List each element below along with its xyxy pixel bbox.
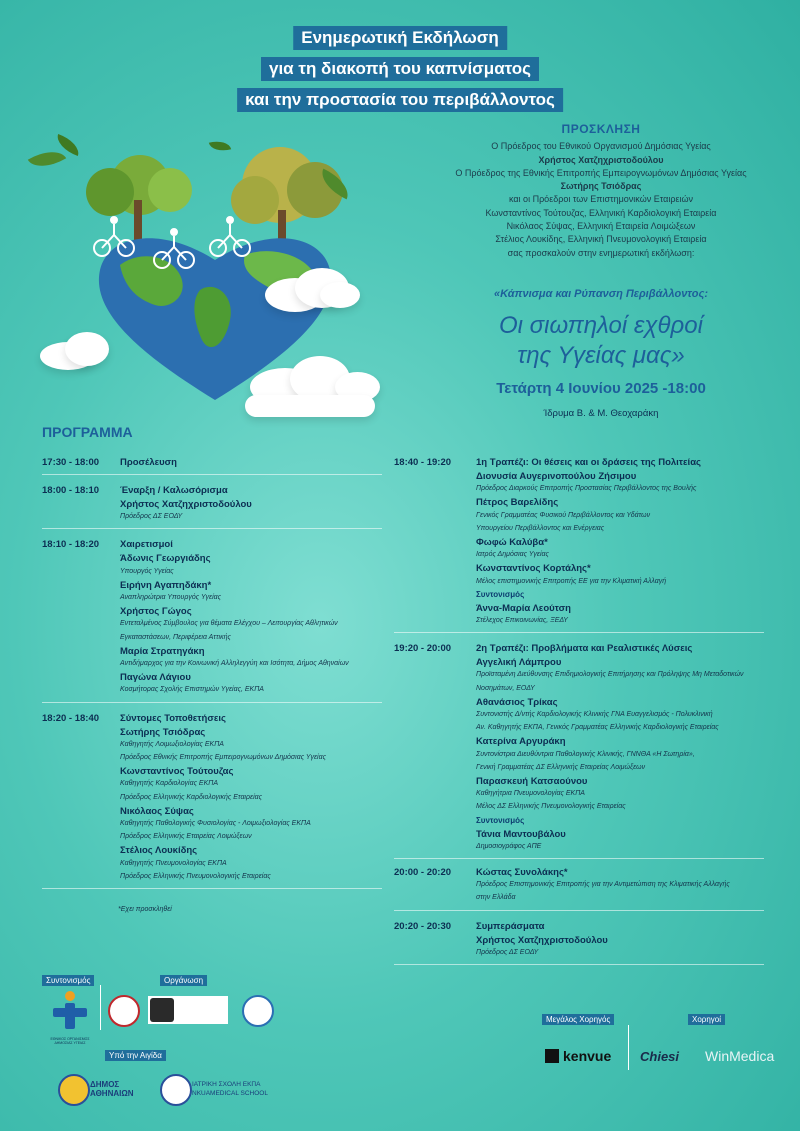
dimos-athinaion-logo [58,1074,90,1106]
speaker-role: Εγκαταστάσεων, Περιφέρεια Αττικής [120,633,231,641]
event-venue: Ίδρυμα Β. & Μ. Θεοχαράκη [543,408,659,419]
auspices-label: Υπό την Αιγίδα [105,1050,166,1061]
program-separator [394,964,764,965]
speaker-role: Πρόεδρος Ελληνικής Καρδιολογικής Εταιρείας [120,793,263,801]
infection-society-logo [148,996,228,1024]
speaker-role: Προϊσταμένη Διεύθυνσης Επιδημιολογικής Επιτήρησης και Πρόληψης Μη Μεταδοτικών [476,671,744,679]
speaker-role: Συντονίστρια Διευθύντρια Παθολογικής Κλινικής, ΓΝΝΘΑ «Η Σωτηρία», [476,750,695,758]
speaker-role: στην Ελλάδα [476,894,516,902]
invitation-name: Χρήστος Χατζηχριστοδούλου [538,154,664,165]
program-separator [42,474,382,475]
speaker-name: Παγώνα Λάγιου [120,672,191,684]
speaker-name: Αγγελική Λάμπρου [476,657,562,669]
invitation-line: Ο Πρόεδρος της Εθνικής Επιτροπής Εμπειρογνωμόνων Δημόσιας Υγείας [455,167,747,178]
program-time: 19:20 - 20:00 [394,643,452,655]
session-title: Σύντομες Τοποθετήσεις [120,712,226,724]
speaker-name: Κωνσταντίνος Κορτάλης* [476,563,591,575]
speaker-role: Συντονιστής Δ/ντής Καρδιολογικής Κλινικής ΓΝΑ Ευαγγελισμός - Πολυκλινική [476,711,713,718]
session-title: Συμπεράσματα [476,920,545,932]
header-line-3: και την προστασία του περιβάλλοντος [237,88,563,112]
event-title-2: της Υγείας μας» [517,342,685,369]
session-title: Έναρξη / Καλωσόρισμα [120,485,228,496]
invitation-line: Ο Πρόεδρος του Εθνικού Οργανισμού Δημόσιας Υγείας [491,141,711,152]
invitation-line: Κωνσταντίνος Τούτουζας, Ελληνική Καρδιολογική Εταιρεία [485,207,717,218]
speaker-role: Καθηγητής Παθολογικής Φυσιολογίας - Λοιμωξιολογίας ΕΚΠΑ [120,820,311,827]
speaker-name: Μαρία Στρατηγάκη [120,645,205,657]
speaker-role: Αντιδήμαρχος για την Κοινωνική Αλληλεγγύη και Ισότητα, Δήμος Αθηναίων [120,660,349,667]
invitation-line: σας προσκαλούν στην ενημερωτική εκδήλωση: [507,247,695,258]
speaker-role: Εντεταλμένος Σύμβουλος για θέματα Ελέγχου – Λειτουργίας Αθλητικών [120,620,338,628]
dimos-athinaion-text: ΔΗΜΟΣ ΑΘΗΝΑΙΩΝ [90,1080,134,1098]
program-time: 18:20 - 18:40 [42,712,100,724]
speaker-name: Αθανάσιος Τρίκας [476,696,558,708]
program-time: 18:00 - 18:10 [42,485,100,496]
speaker-role: Καθηγήτρια Πνευμονολογίας ΕΚΠΑ [476,790,585,798]
speaker-name: Νικόλαος Σύψας [120,805,194,817]
speaker-name: Κωνσταντίνος Τούτουζας [120,766,234,778]
speaker-name: Παρασκευή Κατσαούνου [476,776,588,787]
speaker-role: Δημοσιογράφος ΑΠΕ [476,842,542,850]
kenvue-logo: kenvue [545,1048,611,1064]
speaker-role: Καθηγητής Λοιμωξιολογίας ΕΚΠΑ [120,740,224,748]
speaker-name: Κατερίνα Αργυράκη [476,736,566,748]
speaker-role: Μέλος επιστημονικής Επιτροπής ΕΕ για την Κλιματική Αλλαγή [476,577,667,585]
speaker-role: Καθηγητής Πνευμονολογίας ΕΚΠΑ [120,859,227,867]
invitation-name: Σωτήρης Τσιόδρας [560,181,642,192]
program-separator [394,858,764,859]
event-subtitle: «Κάπνισμα και Ρύπανση Περιβάλλοντος: [493,288,709,300]
speaker-role: Αν. Καθηγητής ΕΚΠΑ, Γενικός Γραμματέας Ελληνικής Καρδιολογικής Εταιρείας [476,724,719,732]
medical-school-text: ΙΑΤΡΙΚΗ ΣΧΟΛΗ ΕΚΠΑ NKUAMEDICAL SCHOOL [192,1081,268,1097]
session-title: 1η Τραπέζι: Οι θέσεις και οι δράσεις της Πολιτείας [476,457,701,468]
speaker-name: Στέλιος Λουκίδης [120,845,198,857]
speaker-role: Υπουργός Υγείας [120,567,174,575]
sponsor-divider [628,1025,629,1070]
program-separator [42,888,382,889]
pneumonology-society-logo [242,995,274,1027]
program-time: 17:30 - 18:00 [42,457,100,468]
speaker-name: Κώστας Συνολάκης* [476,867,568,878]
invitation-block [402,123,800,260]
speaker-role: Μέλος ΔΣ Ελληνικής Πνευμονολογικής Εταιρείας [476,803,626,811]
program-separator [42,528,382,529]
invitation-line: και οι Πρόεδροι των Επιστημονικών Εταιρειών [508,194,694,205]
speaker-role: Πρόεδρος Διαρκούς Επιτροπής Προστασίας Περιβάλλοντος της Βουλής [476,485,697,493]
speaker-role: Πρόεδρος Επιστημονικής Επιτροπής για την Αντιμετώπιση της Κλιματικής Αλλαγής [476,881,730,889]
speaker-name: Τάνια Μαντουβάλου [476,828,566,840]
speaker-role: Ιατρός Δημόσιας Υγείας [476,551,549,559]
program-separator [42,702,382,703]
invitation-line: Νικόλαος Σύψας, Ελληνική Εταιρεία Λοιμώξεων [506,221,696,232]
speaker-name: Χρήστος Χατζηχριστοδούλου [476,934,608,946]
speaker-name: Διονυσία Αυγερινοπούλου Ζήσιμου [476,471,637,482]
program-time: 18:10 - 18:20 [42,539,100,551]
sponsors-label: Χορηγοί [688,1014,725,1025]
speaker-role: Κοσμήτορας Σχολής Επιστημών Υγείας, ΕΚΠΑ [120,686,264,694]
header-line-2: για τη διακοπή του καπνίσματος [261,57,539,81]
speaker-role: Πρόεδρος Ελληνικής Πνευμονολογικής Εταιρείας [120,872,271,880]
speaker-role: Πρόεδρος ΔΣ ΕΟΔΥ [120,513,183,521]
speaker-role: Πρόεδρος Ελληνικής Εταιρείας Λοιμώξεων [120,833,252,841]
session-title: Χαιρετισμοί [120,539,173,551]
program-heading: ΠΡΟΓΡΑΜΜΑ [42,424,133,440]
speaker-name: Χρήστος Γώγος [120,606,192,618]
speaker-role: Υπουργείου Περιβάλλοντος και Ενέργειας [476,524,605,532]
moderator-label: Συντονισμός [476,815,525,825]
speaker-role: Αναπληρώτρια Υπουργός Υγείας [120,594,222,601]
speaker-role: Γενική Γραμματέας ΔΣ Ελληνικής Εταιρείας Λοιμώξεων [476,763,646,771]
speaker-name: Σωτήρης Τσιόδρας [120,726,206,738]
speaker-name: Άδωνις Γεωργιάδης [120,553,211,565]
speaker-name: Άννα-Μαρία Λεούτση [476,602,571,614]
invitation-heading: ΠΡΟΣΚΛΗΣΗ [561,122,641,136]
program-time: 20:00 - 20:20 [394,867,452,878]
session-title: 2η Τραπέζι: Προβλήματα και Ρεαλιστικές Λύσεις [476,643,693,655]
winmedica-logo: WinMedica [705,1048,775,1064]
major-sponsor-label: Μεγάλος Χορηγός [542,1014,614,1025]
speaker-role: Πρόεδρος Εθνικής Επιτροπής Εμπειρογνωμόνων Δημόσιας Υγείας [120,754,326,761]
header-line-1: Ενημερωτική Εκδήλωση [293,26,507,50]
program-time: 18:40 - 19:20 [394,457,452,468]
hellenic-cardiology-logo [108,995,140,1027]
speaker-name: Ειρήνη Αγαπηδάκη* [120,579,212,591]
session-title: Προσέλευση [120,457,177,468]
speaker-role: Στέλεχος Επικοινωνίας, ΞΕΔΥ [476,617,568,624]
medical-school-logo [160,1074,192,1106]
eody-logo: ΕΘΝΙΚΟΣ ΟΡΓΑΝΙΣΜΟΣ ΔΗΜΟΣΙΑΣ ΥΓΕΙΑΣ [45,990,95,1040]
coordination-label: Συντονισμός [42,975,94,986]
speaker-name: Χρήστος Χατζηχριστοδούλου [120,499,252,510]
program-time: 20:20 - 20:30 [394,920,452,932]
program-footnote: *Εχει προσκληθεί [118,906,172,913]
speaker-role: Καθηγητής Καρδιολογίας ΕΚΠΑ [120,780,219,788]
logo-divider [100,985,101,1030]
speaker-name: Φωφώ Καλύβα* [476,537,548,548]
speaker-role: Νοσημάτων, ΕΟΔΥ [476,684,535,692]
invitation-line: Στέλιος Λουκίδης, Ελληνική Πνευμονολογική Εταιρεία [495,234,707,245]
speaker-role: Πρόεδρος ΔΣ ΕΟΔΥ [476,948,539,956]
event-title-1: Οι σιωπηλοί εχθροί [499,312,703,339]
organization-label: Οργάνωση [160,975,207,986]
moderator-label: Συντονισμός [476,589,525,599]
chiesi-logo: Chiesi [640,1049,680,1064]
speaker-role: Γενικός Γραμματέας Φυσικού Περιβάλλοντος και Υδάτων [476,511,651,519]
speaker-name: Πέτρος Βαρελίδης [476,497,559,509]
program-separator [394,632,764,633]
program-separator [394,910,764,911]
event-date: Τετάρτη 4 Ιουνίου 2025 -18:00 [496,380,706,397]
